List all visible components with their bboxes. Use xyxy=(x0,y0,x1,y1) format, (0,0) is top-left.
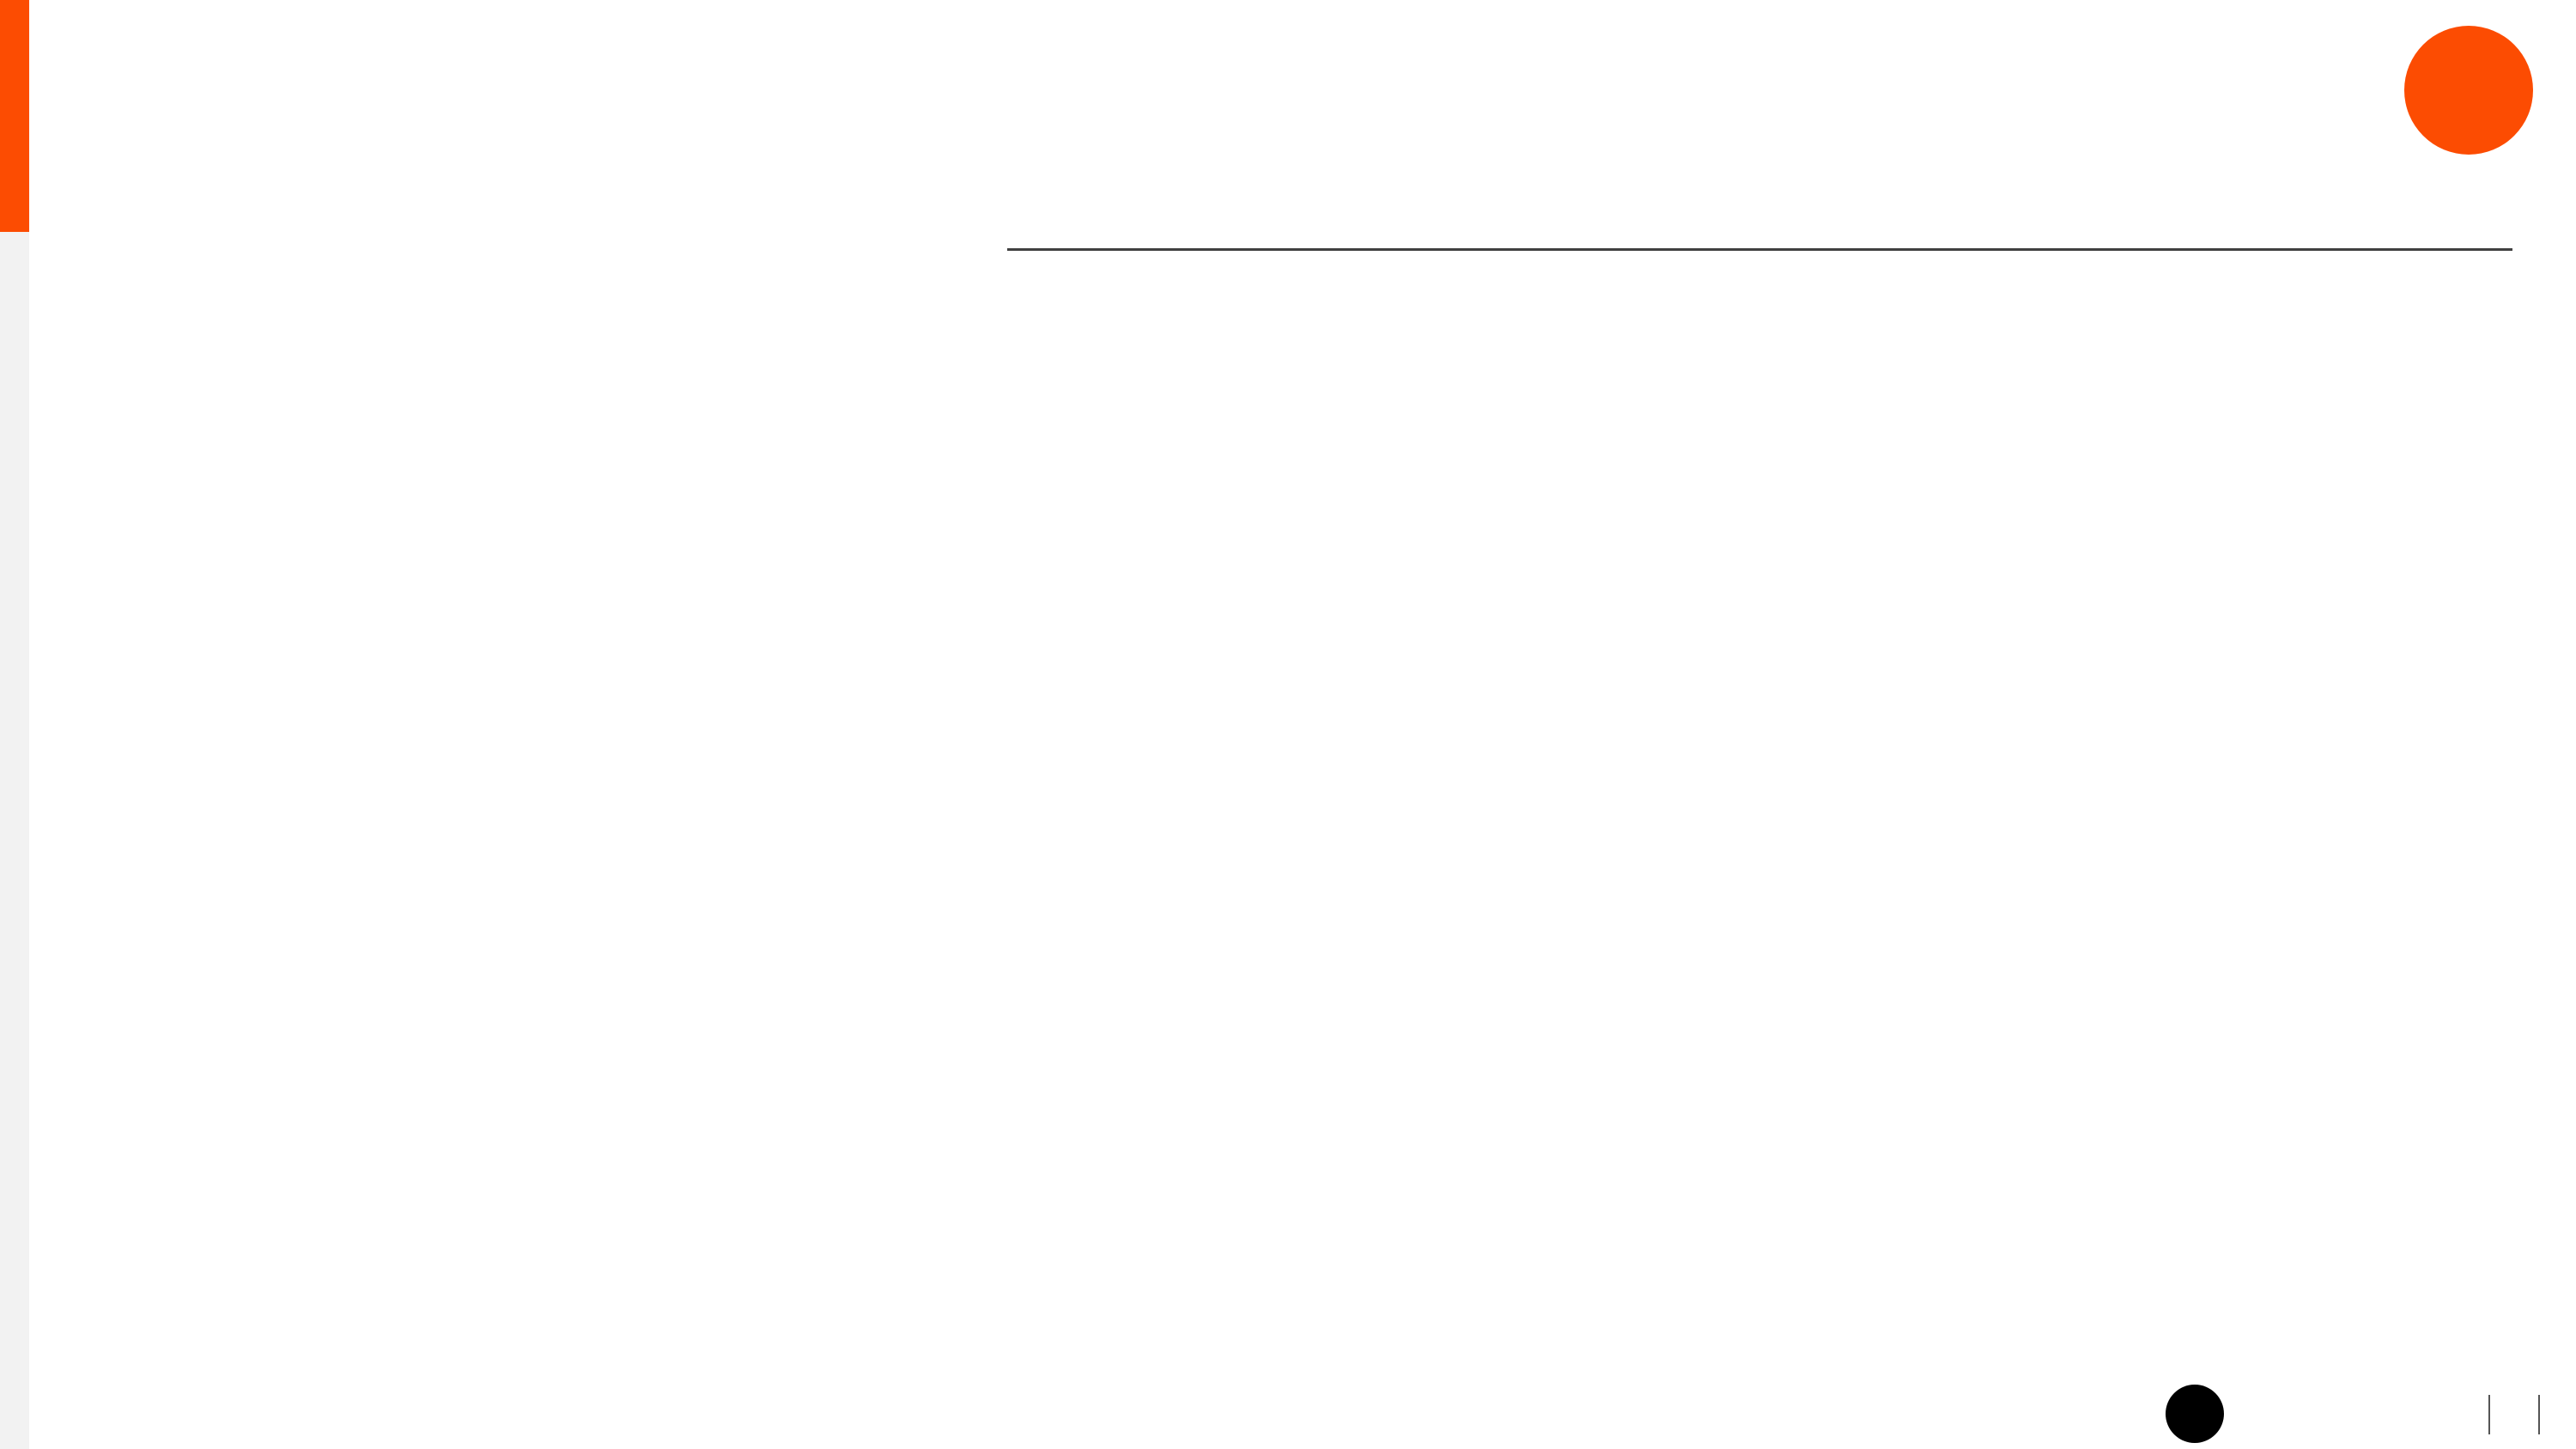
footer-logo-icon xyxy=(2166,1385,2224,1443)
footer-divider-right xyxy=(2538,1395,2540,1434)
side-strip xyxy=(0,232,29,1449)
byline-logo-icon xyxy=(2404,26,2533,155)
accent-bar xyxy=(0,0,29,232)
footer-divider xyxy=(2488,1395,2490,1434)
group-header-year xyxy=(2085,219,2512,248)
column-header-row xyxy=(79,288,2514,353)
page-title xyxy=(98,58,110,157)
